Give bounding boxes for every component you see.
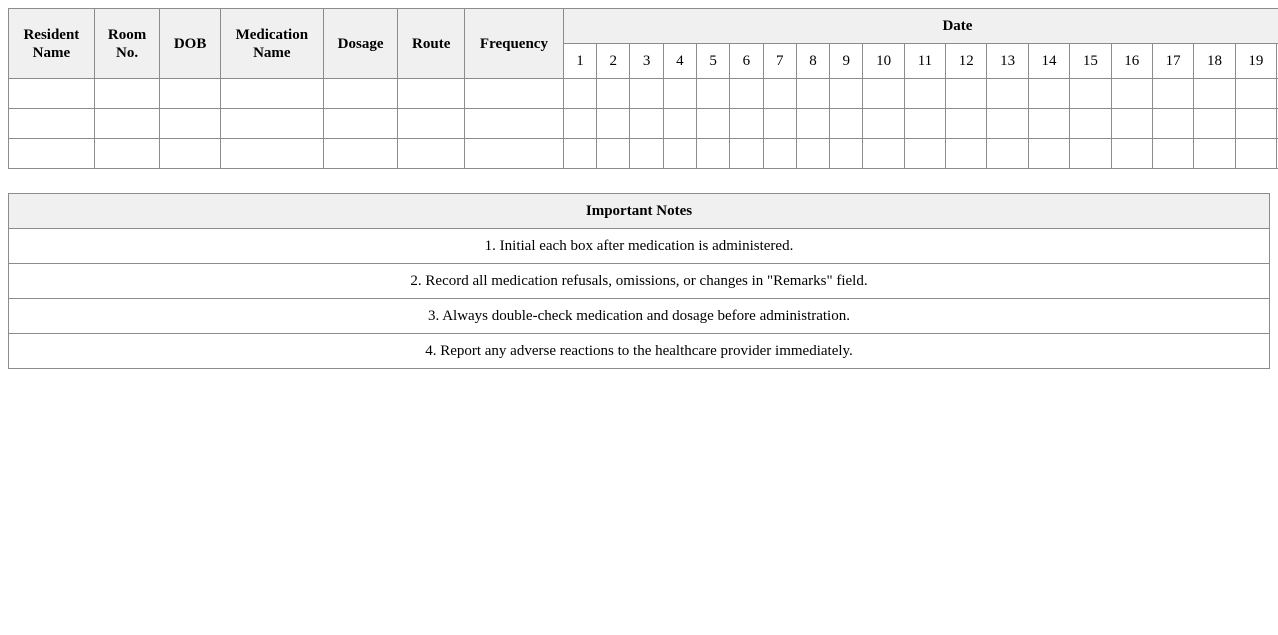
day-cell[interactable] [630, 139, 663, 169]
cell-resident[interactable] [9, 109, 95, 139]
day-header-4: 4 [663, 44, 696, 79]
day-cell[interactable] [1111, 109, 1152, 139]
day-cell[interactable] [1111, 139, 1152, 169]
day-header-13: 13 [987, 44, 1028, 79]
cell-medication[interactable] [220, 139, 323, 169]
cell-resident[interactable] [9, 139, 95, 169]
day-cell[interactable] [697, 79, 730, 109]
cell-dob[interactable] [160, 139, 221, 169]
day-cell[interactable] [1235, 79, 1276, 109]
cell-frequency[interactable] [465, 79, 564, 109]
day-header-11: 11 [904, 44, 945, 79]
note-item: 2. Record all medication refusals, omissions, or changes in "Remarks" field. [9, 264, 1270, 299]
day-cell[interactable] [987, 139, 1028, 169]
day-cell[interactable] [1194, 79, 1235, 109]
day-header-3: 3 [630, 44, 663, 79]
cell-route[interactable] [398, 79, 465, 109]
note-item: 4. Report any adverse reactions to the healthcare provider immediately. [9, 334, 1270, 369]
column-header-dosage: Dosage [323, 9, 398, 79]
day-cell[interactable] [563, 109, 596, 139]
day-header-6: 6 [730, 44, 763, 79]
day-cell[interactable] [563, 79, 596, 109]
day-cell[interactable] [663, 139, 696, 169]
day-header-7: 7 [763, 44, 796, 79]
day-cell[interactable] [987, 109, 1028, 139]
day-cell[interactable] [1111, 79, 1152, 109]
column-header-medication-name: Medication Name [220, 9, 323, 79]
note-row [9, 334, 1270, 369]
day-cell[interactable] [763, 109, 796, 139]
day-cell[interactable] [1028, 109, 1069, 139]
day-cell[interactable] [1152, 109, 1193, 139]
day-cell[interactable] [697, 139, 730, 169]
column-header-resident-name: Resident Name [9, 9, 95, 79]
cell-dob[interactable] [160, 79, 221, 109]
notes-title: Important Notes [9, 194, 1270, 229]
day-cell[interactable] [1070, 109, 1111, 139]
day-cell[interactable] [763, 79, 796, 109]
day-cell[interactable] [796, 109, 829, 139]
important-notes-table [8, 193, 1270, 369]
column-header-route: Route [398, 9, 465, 79]
day-cell[interactable] [830, 79, 863, 109]
day-cell[interactable] [946, 79, 987, 109]
day-cell[interactable] [730, 79, 763, 109]
day-cell[interactable] [904, 139, 945, 169]
day-cell[interactable] [1194, 109, 1235, 139]
cell-room[interactable] [94, 139, 160, 169]
cell-frequency[interactable] [465, 109, 564, 139]
day-header-9: 9 [830, 44, 863, 79]
day-cell[interactable] [946, 109, 987, 139]
day-cell[interactable] [663, 79, 696, 109]
day-header-8: 8 [796, 44, 829, 79]
note-item: 3. Always double-check medication and dosage before administration. [9, 299, 1270, 334]
day-cell[interactable] [630, 79, 663, 109]
column-header-frequency: Frequency [465, 9, 564, 79]
day-header-19: 19 [1235, 44, 1276, 79]
note-row [9, 229, 1270, 264]
cell-dosage[interactable] [323, 79, 398, 109]
day-cell[interactable] [563, 139, 596, 169]
day-header-10: 10 [863, 44, 904, 79]
day-header-16: 16 [1111, 44, 1152, 79]
day-cell[interactable] [763, 139, 796, 169]
day-cell[interactable] [730, 109, 763, 139]
important-notes-container [8, 193, 1270, 369]
day-cell[interactable] [863, 79, 904, 109]
day-cell[interactable] [630, 109, 663, 139]
day-header-14: 14 [1028, 44, 1069, 79]
cell-frequency[interactable] [465, 139, 564, 169]
day-header-1: 1 [563, 44, 596, 79]
cell-room[interactable] [94, 79, 160, 109]
day-cell[interactable] [863, 139, 904, 169]
column-header-date: Date [563, 9, 1278, 44]
day-cell[interactable] [1028, 79, 1069, 109]
day-header-5: 5 [697, 44, 730, 79]
medication-administration-table [8, 8, 1278, 169]
cell-room[interactable] [94, 109, 160, 139]
mar-table-container [8, 8, 1278, 169]
day-cell[interactable] [830, 139, 863, 169]
cell-dosage[interactable] [323, 139, 398, 169]
note-item: 1. Initial each box after medication is administered. [9, 229, 1270, 264]
day-header-15: 15 [1070, 44, 1111, 79]
day-cell[interactable] [597, 139, 630, 169]
day-cell[interactable] [1070, 79, 1111, 109]
day-cell[interactable] [1235, 109, 1276, 139]
column-header-dob: DOB [160, 9, 221, 79]
day-header-12: 12 [946, 44, 987, 79]
day-cell[interactable] [863, 109, 904, 139]
note-row [9, 299, 1270, 334]
cell-medication[interactable] [220, 109, 323, 139]
day-cell[interactable] [597, 109, 630, 139]
cell-resident[interactable] [9, 79, 95, 109]
day-cell[interactable] [663, 109, 696, 139]
note-row [9, 264, 1270, 299]
day-cell[interactable] [796, 79, 829, 109]
day-cell[interactable] [1028, 139, 1069, 169]
cell-medication[interactable] [220, 79, 323, 109]
day-cell[interactable] [697, 109, 730, 139]
day-cell[interactable] [830, 109, 863, 139]
day-header-18: 18 [1194, 44, 1235, 79]
cell-route[interactable] [398, 139, 465, 169]
cell-dob[interactable] [160, 109, 221, 139]
day-cell[interactable] [1235, 139, 1276, 169]
day-cell[interactable] [904, 79, 945, 109]
day-cell[interactable] [946, 139, 987, 169]
day-cell[interactable] [1070, 139, 1111, 169]
column-header-room-no: Room No. [94, 9, 160, 79]
day-cell[interactable] [730, 139, 763, 169]
day-cell[interactable] [597, 79, 630, 109]
table-row [9, 139, 1278, 169]
table-row [9, 109, 1278, 139]
day-cell[interactable] [1152, 79, 1193, 109]
day-cell[interactable] [1194, 139, 1235, 169]
day-cell[interactable] [904, 109, 945, 139]
day-cell[interactable] [796, 139, 829, 169]
day-header-2: 2 [597, 44, 630, 79]
cell-dosage[interactable] [323, 109, 398, 139]
cell-route[interactable] [398, 109, 465, 139]
day-header-17: 17 [1152, 44, 1193, 79]
day-cell[interactable] [987, 79, 1028, 109]
day-cell[interactable] [1152, 139, 1193, 169]
table-row [9, 79, 1278, 109]
